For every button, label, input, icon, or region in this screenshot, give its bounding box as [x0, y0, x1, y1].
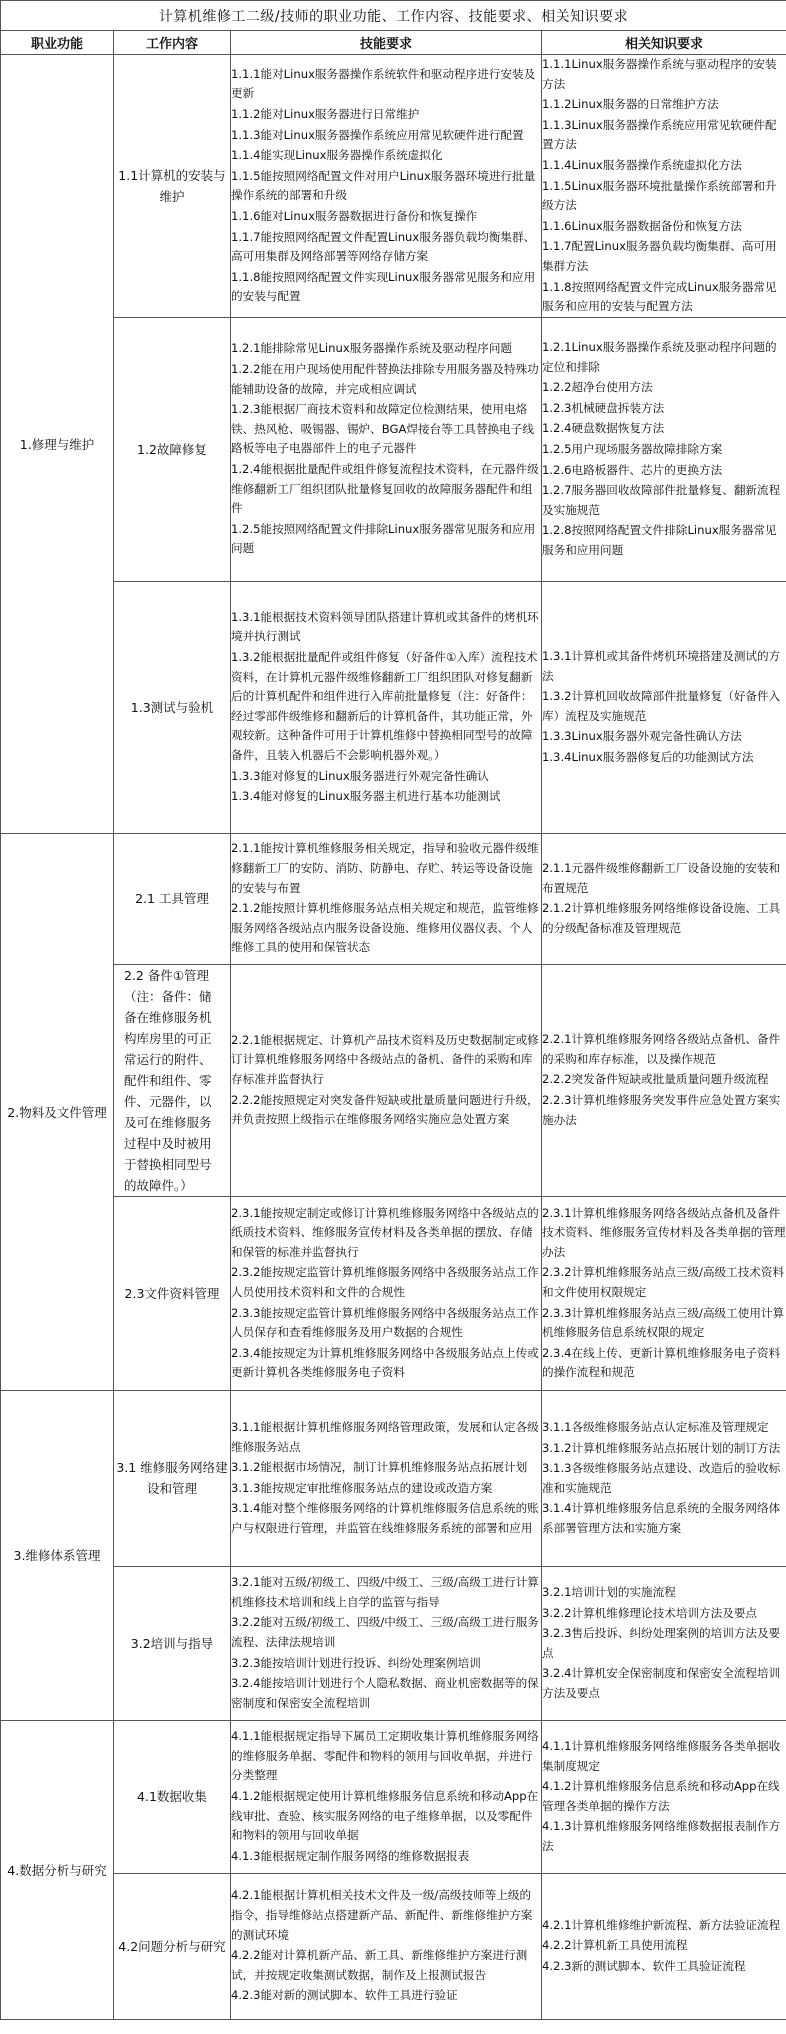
knowledge-line: 1.3.3Linux服务器外观完备性确认方法 — [542, 729, 742, 744]
table-row — [1, 317, 786, 581]
skill-line: 1.2.2能在用户现场使用配件替换法排除专用服务器及特殊功能辅助设备的故障，并完成相应调试 — [231, 362, 539, 396]
skills-cell — [231, 964, 542, 1196]
knowledge-line: 1.1.1Linux服务器操作系统与驱动程序的安装方法 — [542, 57, 777, 91]
skill-line: 1.2.4能根据批量配件或组件修复流程技术资料，在元器件级维修翻新工厂组织团队批量修复回收的故障服务器配件和组件 — [231, 462, 539, 516]
function-cell: 2.物料及文件管理 — [1, 833, 114, 1390]
skill-line: 2.1.2能按照计算机维修服务站点相关规定和规范，监管维修服务网络各级站点内服务设备设施、维修用仪器仪表、个人维修工具的使用和保管状态 — [231, 901, 539, 955]
knowledge-cell — [542, 1390, 786, 1566]
knowledge-line: 4.2.1计算机维修维护新流程、新方法验证流程 — [542, 1917, 781, 1932]
header-function: 职业功能 — [1, 31, 114, 55]
table-row — [1, 1873, 786, 2019]
skills-cell — [231, 55, 542, 318]
knowledge-line: 3.1.1各级维修服务站点认定标准及管理规定 — [542, 1419, 769, 1434]
content-cell: 4.1数据收集 — [114, 1720, 231, 1873]
knowledge-line: 3.2.3售后投诉、纠纷处理案例的培训方法及要点 — [542, 1626, 781, 1660]
knowledge-line: 2.1.1元器件级维修翻新工厂设备设施的安装和布置规范 — [542, 861, 781, 895]
knowledge-line: 2.3.3计算机维修服务站点三级/高级工使用计算机维修服务信息系统权限的规定 — [542, 1305, 785, 1340]
skill-line: 1.1.5能按照网络配置文件对用户Linux服务器环境进行批量操作系统的部署和升级 — [231, 168, 536, 203]
skills-cell — [231, 317, 542, 581]
knowledge-line: 3.1.3各级维修服务站点建设、改造后的验收标准和实施规范 — [542, 1461, 781, 1495]
content-cell: 1.2故障修复 — [114, 317, 231, 581]
skill-line: 1.1.6能对Linux服务器数据进行备份和恢复操作 — [231, 208, 478, 223]
knowledge-cell — [542, 833, 786, 964]
table-title: 计算机维修工二级/技师的职业功能、工作内容、技能要求、相关知识要求 — [1, 1, 786, 31]
skills-cell — [231, 1390, 542, 1566]
header-knowledge: 相关知识要求 — [542, 31, 786, 55]
knowledge-line: 4.1.1计算机维修服务网络维修服务各类单据收集制度规定 — [542, 1738, 781, 1773]
table-row — [1, 55, 786, 318]
knowledge-line: 1.2.5用户现场服务器故障排除方案 — [542, 441, 723, 456]
knowledge-line: 1.3.2计算机回收故障部件批量修复（好备件入库）流程及实施规范 — [542, 689, 781, 723]
knowledge-line: 1.2.7服务器回收故障部件批量修复、翻新流程及实施规范 — [542, 483, 781, 517]
skill-line: 4.1.3能根据规定制作服务网络的维修数据报表 — [231, 1848, 470, 1863]
knowledge-line: 1.3.1计算机或其备件烤机环境搭建及测试的方法 — [542, 648, 781, 683]
skill-line: 3.2.4能按培训计划进行个人隐私数据、商业机密数据等的保密制度和保密安全流程培训 — [231, 1676, 539, 1710]
table-row — [1, 1720, 786, 1873]
skills-cell — [231, 1873, 542, 2019]
knowledge-line: 1.2.6电路板器件、芯片的更换方法 — [542, 462, 723, 477]
function-cell: 4.数据分析与研究 — [1, 1720, 114, 2019]
knowledge-cell — [542, 55, 786, 318]
function-cell: 1.修理与维护 — [1, 55, 114, 834]
skill-line: 1.2.5能按照网络配置文件排除Linux服务器常见服务和应用问题 — [231, 521, 536, 556]
knowledge-line: 2.3.1计算机维修服务网络各级站点备机及备件技术资料、维修服务宣传材料及各类单据的管理办法 — [542, 1205, 786, 1259]
content-cell: 2.1 工具管理 — [114, 833, 231, 964]
header-row — [1, 31, 786, 55]
skill-line: 4.2.1能根据计算机相关技术文件及一级/高级技师等上级的指令，指导维修站点搭建新产品、新配件、新维修维护方案的测试环境 — [231, 1888, 533, 1942]
knowledge-line: 3.2.4计算机安全保密制度和保密安全流程培训方法及要点 — [542, 1666, 781, 1700]
knowledge-line: 4.2.2计算机新工具使用流程 — [542, 1938, 688, 1953]
knowledge-line: 2.3.4在线上传、更新计算机维修服务电子资料的操作流程和规范 — [542, 1345, 781, 1380]
content-cell: 1.1计算机的安装与维护 — [114, 55, 231, 318]
content-cell: 2.2 备件①管理（注：备件：储备在维修服务机构库房里的可正常运行的附件、配件和组件、零件、元器件，以及可在维修服务过程中及时被用于替换相同型号的故障件。） — [114, 964, 231, 1196]
knowledge-line: 2.3.2计算机维修服务站点三级/高级工技术资料和文件使用权限规定 — [542, 1265, 785, 1299]
knowledge-cell — [542, 1566, 786, 1720]
skill-line: 1.1.2能对Linux服务器进行日常维护 — [231, 106, 420, 121]
knowledge-line: 1.1.3Linux服务器操作系统应用常见软硬件配置方法 — [542, 117, 777, 152]
skill-line: 2.2.1能根据规定、计算机产品技术资料及历史数据制定或修订计算机维修服务网络中各级站点的备机、备件的采购和库存标准并监督执行 — [231, 1032, 539, 1086]
knowledge-line: 3.1.2计算机维修服务站点拓展计划的制订方法 — [542, 1440, 781, 1455]
table-row — [1, 964, 786, 1196]
skill-line: 1.2.1能排除常见Linux服务器操作系统及驱动程序问题 — [231, 341, 513, 356]
table-row — [1, 581, 786, 833]
skill-line: 2.3.2能按规定监管计算机维修服务网络中各级服务站点工作人员使用技术资料和文件的合规性 — [231, 1265, 539, 1299]
skill-line: 3.2.3能按培训计划进行投诉、纠纷处理案例培训 — [231, 1655, 481, 1670]
skill-line: 4.2.2能对计算机新产品、新工具、新维修维护方案进行测试，并按规定收集测试数据，制作及上报测试报告 — [231, 1948, 528, 1982]
skill-line: 2.2.2能按照规定对突发备件短缺或批量质量问题进行升级，并负责按照上级指示在维修服务网络实施应急处置方案 — [231, 1092, 539, 1127]
knowledge-cell — [542, 1720, 786, 1873]
knowledge-cell — [542, 1196, 786, 1390]
knowledge-cell — [542, 581, 786, 833]
knowledge-line: 1.3.4Linux服务器修复后的功能测试方法 — [542, 749, 754, 764]
knowledge-line: 3.1.4计算机维修服务信息系统的全服务网络体系部署管理方法和实施方案 — [542, 1501, 781, 1535]
knowledge-line: 1.1.7配置Linux服务器负载均衡集群、高可用集群方法 — [542, 239, 777, 273]
knowledge-line: 1.2.2超净台使用方法 — [542, 380, 653, 395]
content-cell: 2.3文件资料管理 — [114, 1196, 231, 1390]
skill-line: 4.1.2能根据规定使用计算机维修服务信息系统和移动App在线审批、查验、核实服务网络的电子维修单据，以及零配件和物料的领用与回收单据 — [231, 1788, 539, 1843]
table-row — [1, 1196, 786, 1390]
knowledge-cell — [542, 964, 786, 1196]
skills-cell — [231, 1720, 542, 1873]
skill-line: 3.1.4能对整个维修服务网络的计算机维修服务信息系统的账户与权限进行管理，并监管在线维修服务系统的部署和应用 — [231, 1501, 539, 1535]
knowledge-line: 4.2.3新的测试脚本、软件工具验证流程 — [542, 1959, 746, 1974]
knowledge-line: 1.1.4Linux服务器操作系统虚拟化方法 — [542, 157, 742, 172]
knowledge-cell — [542, 317, 786, 581]
skill-line: 4.2.3能对新的测试脚本、软件工具进行验证 — [231, 1988, 458, 2003]
skill-line: 1.1.3能对Linux服务器操作系统应用常见软硬件进行配置 — [231, 127, 524, 142]
knowledge-line: 2.2.1计算机维修服务网络各级站点备机、备件的采购和库存标准，以及操作规范 — [542, 1032, 781, 1066]
skill-line: 1.2.3能根据厂商技术资料和故障定位检测结果，使用电烙铁、热风枪、吸锡器、锡炉、BGA焊接台等工具替换电子线路板等电子电器部件上的电子元器件 — [231, 402, 534, 456]
skill-line: 3.1.1能根据计算机维修服务网络管理政策，发展和认定各级维修服务站点 — [231, 1419, 539, 1454]
skill-line: 1.1.7能按照网络配置文件配置Linux服务器负载均衡集群、高可用集群及网络部署等网络存储方案 — [231, 229, 536, 264]
skill-line: 1.3.4能对修复的Linux服务器主机进行基本功能测试 — [231, 789, 501, 804]
content-cell: 3.1 维修服务网络建设和管理 — [114, 1390, 231, 1566]
knowledge-line: 1.1.2Linux服务器的日常维护方法 — [542, 97, 719, 112]
knowledge-line: 1.2.8按照网络配置文件排除Linux服务器常见服务和应用问题 — [542, 523, 777, 557]
knowledge-line: 1.2.1Linux服务器操作系统及驱动程序问题的定位和排除 — [542, 339, 777, 374]
knowledge-line: 2.1.2计算机维修服务网络维修设备设施、工具的分级配备标准及管理规范 — [542, 901, 781, 935]
knowledge-line: 4.1.2计算机维修服务信息系统和移动App在线管理各类单据的操作方法 — [542, 1779, 780, 1813]
knowledge-line: 4.1.3计算机维修服务网络维修数据报表制作方法 — [542, 1819, 781, 1853]
skill-line: 1.1.1能对Linux服务器操作系统软件和驱动程序进行安装及更新 — [231, 66, 536, 101]
table-row — [1, 1390, 786, 1566]
skill-line: 2.1.1能按计算机维修服务相关规定，指导和验收元器件级维修翻新工厂的安防、消防、防静电、存贮、转运等设备设施的安装与布置 — [231, 841, 539, 895]
skill-line: 3.2.2能对五级/初级工、四级/中级工、三级/高级工进行服务流程、法律法规培训 — [231, 1615, 539, 1649]
skills-cell — [231, 1566, 542, 1720]
skill-line: 1.3.1能根据技术资料领导团队搭建计算机或其备件的烤机环境并执行测试 — [231, 609, 539, 644]
skill-line: 4.1.1能根据规定指导下属员工定期收集计算机维修服务网络的维修服务单据、零配件和物料的领用与回收单据，并进行分类整理 — [231, 1729, 539, 1783]
content-cell: 3.2培训与指导 — [114, 1566, 231, 1720]
header-skills: 技能要求 — [231, 31, 542, 55]
skill-line: 1.3.3能对修复的Linux服务器进行外观完备性确认 — [231, 768, 489, 783]
knowledge-cell — [542, 1873, 786, 2019]
skill-line: 2.3.4能按规定为计算机维修服务网络中各级服务站点上传或更新计算机各类维修服务电子资料 — [231, 1345, 539, 1380]
skills-cell — [231, 833, 542, 964]
content-cell: 4.2问题分析与研究 — [114, 1873, 231, 2019]
knowledge-line: 3.2.1培训计划的实施流程 — [542, 1584, 676, 1599]
knowledge-line: 2.2.3计算机维修服务突发事件应急处置方案实施办法 — [542, 1093, 781, 1127]
skill-line: 1.1.8能按照网络配置文件实现Linux服务器常见服务和应用的安装与配置 — [231, 269, 536, 304]
knowledge-line: 1.1.8按照网络配置文件完成Linux服务器常见服务和应用的安装与配置方法 — [542, 279, 777, 314]
skill-line: 2.3.3能按规定监管计算机维修服务网络中各级服务站点工作人员保存和查看维修服务及用户数据的合规性 — [231, 1305, 539, 1340]
skills-cell — [231, 1196, 542, 1390]
skill-line: 3.2.1能对五级/初级工、四级/中级工、三级/高级工进行计算机维修技术培训和线上自学的监管与指导 — [231, 1575, 539, 1609]
knowledge-line: 3.2.2计算机维修理论技术培训方法及要点 — [542, 1605, 758, 1620]
skills-cell — [231, 581, 542, 833]
knowledge-line: 1.1.5Linux服务器环境批量操作系统部署和升级方法 — [542, 178, 777, 213]
knowledge-line: 1.2.3机械硬盘拆装方法 — [542, 400, 665, 415]
skill-line: 1.1.4能实现Linux服务器操作系统虚拟化 — [231, 148, 443, 163]
knowledge-line: 1.1.6Linux服务器数据备份和恢复方法 — [542, 218, 742, 233]
table-row — [1, 833, 786, 964]
skill-line: 3.1.3能按规定审批维修服务站点的建设或改造方案 — [231, 1480, 493, 1495]
table-row — [1, 1566, 786, 1720]
header-content: 工作内容 — [114, 31, 231, 55]
function-cell: 3.维修体系管理 — [1, 1390, 114, 1720]
skill-line: 2.3.1能按规定制定或修订计算机维修服务网络中各级站点的纸质技术资料、维修服务宣传材料及各类单据的摆放、存储和保管的标准并监督执行 — [231, 1205, 539, 1259]
knowledge-line: 2.2.2突发备件短缺或批量质量问题升级流程 — [542, 1072, 769, 1087]
skill-line: 1.3.2能根据批量配件或组件修复（好备件①入库）流程技术资料，在计算机元器件级维修翻新工厂组织团队对修复翻新后的计算机配件和组件进行入库前批量修复（注：好备件：经过零部件级维修和翻新后的计算机备件，其功能正常，外观较新。这种备件可用于计算机维修中替换相同型号的故障备件，且装入机器后不会影响机器外观。） — [231, 649, 538, 762]
title-row — [1, 1, 786, 31]
knowledge-line: 1.2.4硬盘数据恢复方法 — [542, 421, 665, 436]
skill-line: 3.1.2能根据市场情况，制订计算机维修服务站点拓展计划 — [231, 1460, 528, 1475]
content-cell: 1.3测试与验机 — [114, 581, 231, 833]
